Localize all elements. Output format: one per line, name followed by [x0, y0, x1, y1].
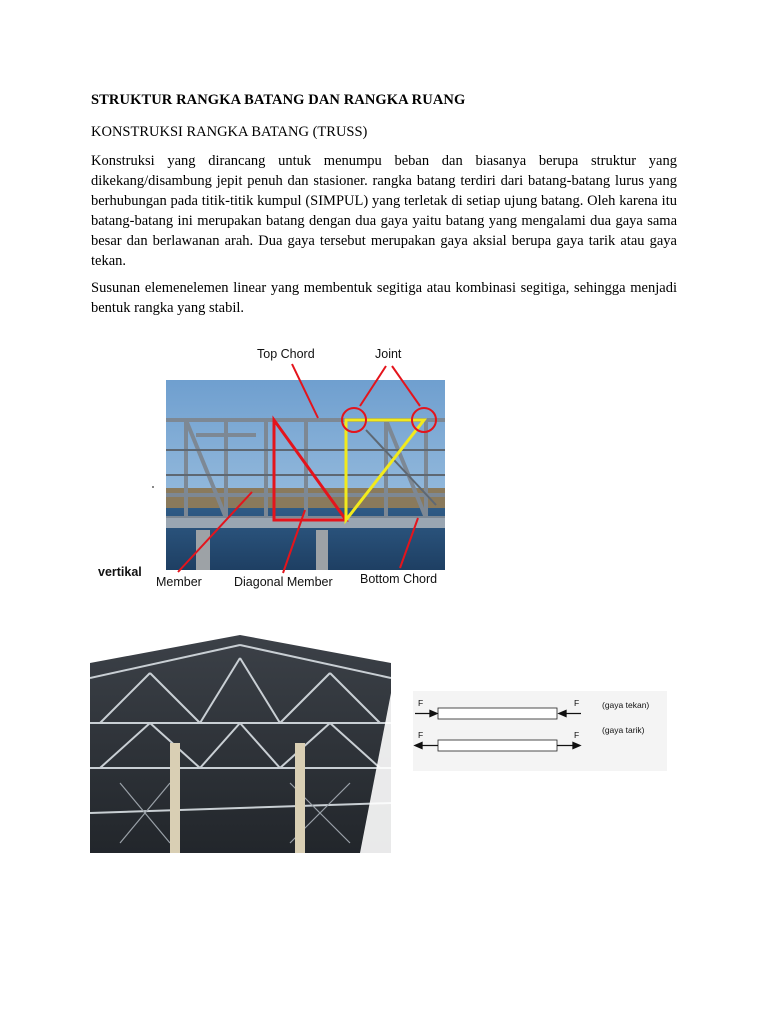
section-subtitle: KONSTRUKSI RANGKA BATANG (TRUSS) [91, 124, 368, 140]
paragraph-definition: Konstruksi yang dirancang untuk menumpu beban dan biasanya berupa struktur yang dikekang/disambung jepit penuh dan stasioner. rangka batang terdiri dari batang-batang lurus yang berhubungan pada titik-titik kumpul (SIMPUL) yang terletak di setiap ujung batang. Oleh karena itu batang-batang ini merupakan batang dengan dua gaya yaitu batang yang mengalami dua gaya sama besar dan berlawanan arah. Dua gaya tersebut merupakan gaya aksial berupa gaya tarik atau gaya tekan. [91, 153, 677, 269]
label-joint: Joint [375, 347, 402, 361]
force-diagram [413, 691, 667, 771]
label-gaya-tarik: (gaya tarik) [602, 725, 645, 735]
label-diagonal-member: Diagonal Member [234, 575, 333, 589]
label-top-chord: Top Chord [257, 347, 315, 361]
label-gaya-tekan: (gaya tekan) [602, 700, 650, 710]
force-label-f-2: F [574, 698, 580, 708]
force-label-f-4: F [574, 730, 580, 740]
label-member: Member [156, 575, 202, 589]
label-bottom-chord: Bottom Chord [360, 572, 438, 586]
page-title: STRUKTUR RANGKA BATANG DAN RANGKA RUANG [91, 92, 466, 108]
paragraph-arrangement: Susunan elemenelemen linear yang membentuk segitiga atau kombinasi segitiga, sehingga menjadi bentuk rangka yang stabil. [91, 280, 677, 316]
bridge-truss-photo [166, 380, 445, 570]
roof-space-frame-photo [90, 633, 391, 853]
label-vertikal: vertikal [98, 565, 142, 579]
force-label-f-1: F [418, 698, 424, 708]
stray-dot [152, 486, 154, 488]
force-label-f-3: F [418, 730, 424, 740]
